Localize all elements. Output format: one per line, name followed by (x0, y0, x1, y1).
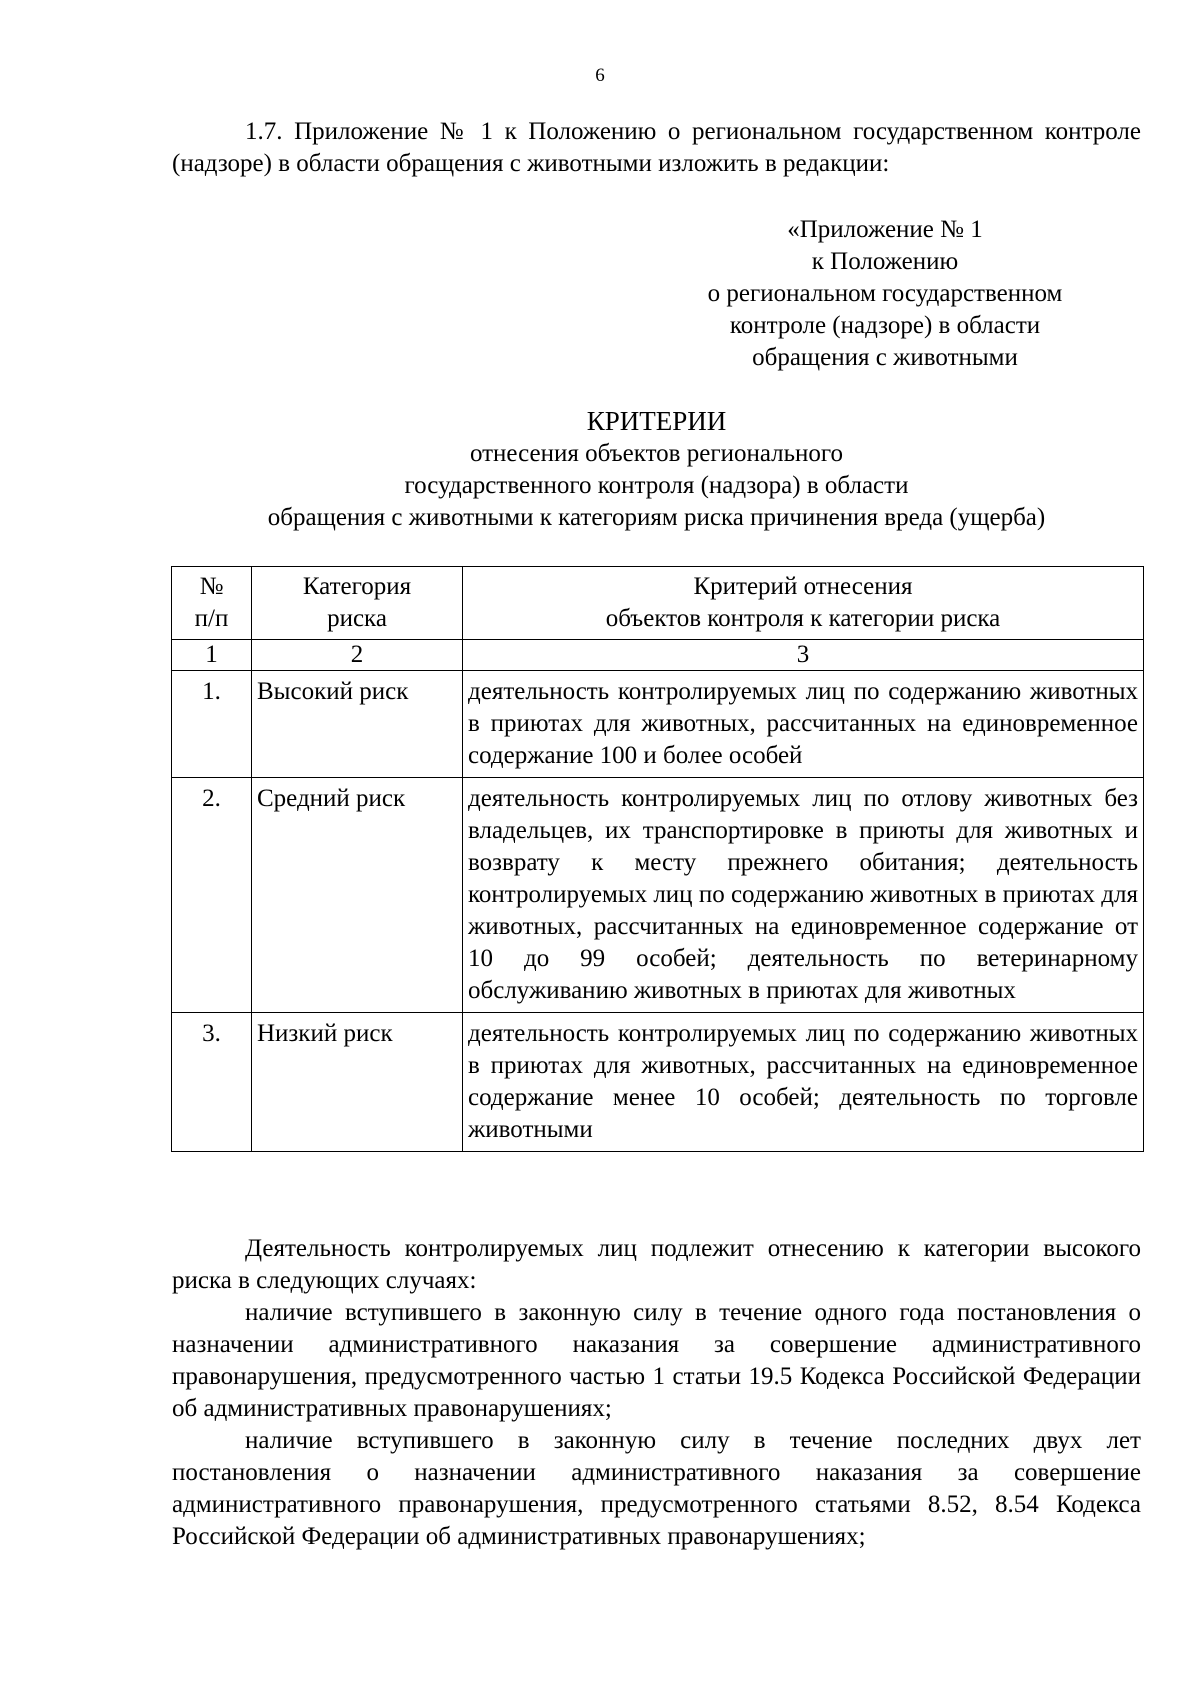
table-header-row (172, 567, 1144, 640)
intro-section (172, 116, 1141, 180)
body-paragraph: наличие вступившего в законную силу в течение одного года постановления о назначении административного наказания за совершение административного правонарушения, предусмотренного частью 1 статьи 19.5 Кодекса Российской Федерации об административных правонарушениях; (172, 1299, 1141, 1422)
row-criterion: деятельность контролируемых лиц по содержанию животных в приютах для животных, рассчитанных на единовременное содержание 100 и более особей (463, 671, 1144, 778)
header-criterion-line: Критерий отнесения (693, 573, 913, 600)
row-criterion: деятельность контролируемых лиц по содержанию животных в приютах для животных, рассчитанных на единовременное содержание менее 10 особей; деятельность по торговле животными (463, 1013, 1144, 1152)
row-criterion: деятельность контролируемых лиц по отлову животных без владельцев, их транспортировке в приюты для животных и возврату к месту прежнего обитания; деятельность контролируемых лиц по содержанию животных в приютах для животных, рассчитанных на единовременное содержание от 10 до 99 особей; деятельность по ветеринарному обслуживанию животных в приютах для животных (463, 778, 1144, 1013)
table-row (172, 671, 1144, 778)
row-category: Низкий риск (252, 1013, 463, 1152)
appendix-line: к Положению (811, 248, 959, 275)
body-paragraph: Деятельность контролируемых лиц подлежит отнесению к категории высокого риска в следующих случаях: (172, 1235, 1141, 1294)
header-category-line: Категория (302, 573, 412, 600)
appendix-line: контроле (надзоре) в области (729, 312, 1041, 339)
appendix-line: обращения с животными (752, 344, 1018, 371)
table-row (172, 1013, 1144, 1152)
appendix-heading (660, 214, 1110, 374)
header-criterion-line: объектов контроля к категории риска (605, 605, 1001, 632)
row-number: 1. (172, 671, 252, 778)
header-number-line: № (199, 573, 224, 600)
document-title (172, 404, 1141, 534)
title-line: обращения с животными к категориям риска причинения вреда (ущерба) (267, 504, 1046, 531)
header-category (252, 567, 463, 640)
row-number: 2. (172, 778, 252, 1013)
header-number-line: п/п (194, 605, 229, 632)
criteria-table (171, 566, 1144, 1152)
page-number: 6 (595, 65, 605, 86)
table-row (172, 778, 1144, 1013)
title-line: государственного контроля (надзора) в области (404, 472, 909, 499)
body-text (172, 1233, 1141, 1553)
row-category: Средний риск (252, 778, 463, 1013)
intro-paragraph: 1.7. Приложение № 1 к Положению о региональном государственном контроле (надзоре) в области обращения с животными изложить в редакции: (172, 118, 1141, 177)
header-category-line: риска (327, 605, 387, 632)
header-number (172, 567, 252, 640)
column-number-row (172, 640, 1144, 671)
title-line: отнесения объектов регионального (469, 440, 844, 467)
column-number: 1 (172, 640, 252, 671)
title-heading: КРИТЕРИИ (586, 406, 727, 436)
appendix-line: «Приложение № 1 (787, 216, 983, 243)
row-number: 3. (172, 1013, 252, 1152)
column-number: 2 (252, 640, 463, 671)
appendix-line: о региональном государственном (707, 280, 1063, 307)
column-number: 3 (463, 640, 1144, 671)
body-paragraph: наличие вступившего в законную силу в течение последних двух лет постановления о назначении административного наказания за совершение административного правонарушения, предусмотренного статьями 8.52, 8.54 Кодекса Российской Федерации об административных правонарушениях; (172, 1427, 1141, 1550)
row-category: Высокий риск (252, 671, 463, 778)
header-criterion (463, 567, 1144, 640)
